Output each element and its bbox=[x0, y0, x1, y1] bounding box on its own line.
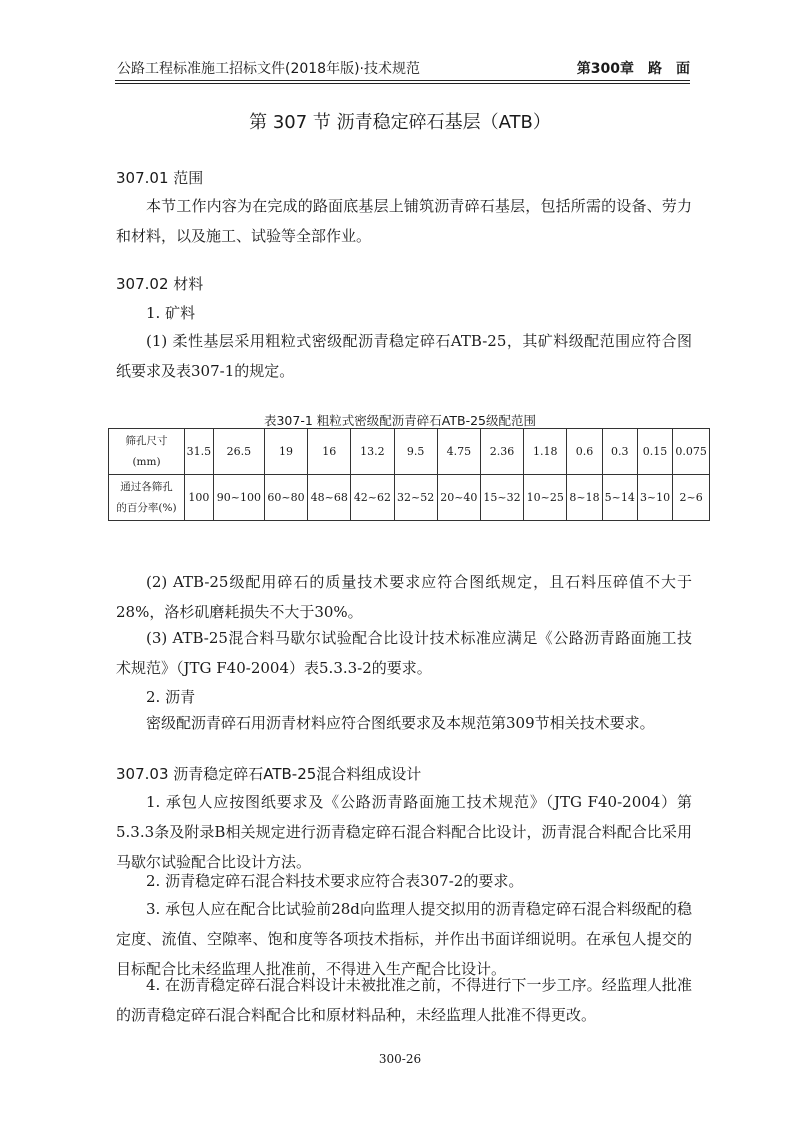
table-row-sieve-size bbox=[109, 429, 710, 475]
label-line: (mm) bbox=[132, 455, 161, 468]
label-line: 的百分率(%) bbox=[116, 501, 177, 514]
table-cell: 32~52 bbox=[394, 475, 437, 521]
header-rule-thin bbox=[115, 83, 690, 84]
paragraph-design-4: 4. 在沥青稳定碎石混合料设计未被批准之前，不得进行下一步工序。经监理人批准的沥青稳定碎石混合料配合比和原材料品种，未经监理人批准不得更改。 bbox=[116, 976, 692, 1024]
table-cell: 1.18 bbox=[524, 429, 567, 475]
heading-307-01: 307.01 范围 bbox=[116, 169, 204, 187]
table-cell: 2.36 bbox=[480, 429, 523, 475]
table-cell: 2~6 bbox=[673, 475, 710, 521]
paragraph-design-2: 2. 沥青稳定碎石混合料技术要求应符合表307-2的要求。 bbox=[146, 872, 524, 890]
item-mineral-aggregate: 1. 矿料 bbox=[146, 304, 196, 322]
header-document-title: 公路工程标准施工招标文件(2018年版)·技术规范 bbox=[117, 61, 421, 77]
paragraph-material-1: (1) 柔性基层采用粗粒式密级配沥青稳定碎石ATB-25，其矿料级配范围应符合图纸要求及表307-1的规定。 bbox=[116, 332, 692, 380]
table-cell: 20~40 bbox=[437, 475, 480, 521]
section-title: 第 307 节 沥青稳定碎石基层（ATB） bbox=[249, 112, 551, 133]
paragraph-material-2: (2) ATB-25级配用碎石的质量技术要求应符合图纸规定，且石料压碎值不大于28%，洛杉矶磨耗损失不大于30%。 bbox=[116, 573, 692, 621]
page-header bbox=[115, 56, 690, 82]
table-cell: 15~32 bbox=[480, 475, 523, 521]
paragraph-design-3: 3. 承包人应在配合比试验前28d向监理人提交拟用的沥青稳定碎石混合料级配的稳定度、流值、空隙率、饱和度等各项技术指标，并作出书面详细说明。在承包人提交的目标配合比未经监理人批准前，不得进入生产配合比设计。 bbox=[116, 900, 692, 978]
row-label-sieve bbox=[109, 429, 185, 475]
table-cell: 5~14 bbox=[602, 475, 637, 521]
heading-307-03: 307.03 沥青稳定碎石ATB-25混合料组成设计 bbox=[116, 765, 422, 783]
table-cell: 0.15 bbox=[637, 429, 672, 475]
table-cell: 0.075 bbox=[673, 429, 710, 475]
table-cell: 60~80 bbox=[264, 475, 307, 521]
table-cell: 13.2 bbox=[351, 429, 394, 475]
table-cell: 26.5 bbox=[213, 429, 264, 475]
item-asphalt: 2. 沥青 bbox=[146, 688, 196, 706]
table-cell: 0.6 bbox=[567, 429, 602, 475]
table-cell: 19 bbox=[264, 429, 307, 475]
table-row-passing-percent bbox=[109, 475, 710, 521]
table-cell: 42~62 bbox=[351, 475, 394, 521]
label-line: 筛孔尺寸 bbox=[125, 434, 168, 447]
table-cell: 9.5 bbox=[394, 429, 437, 475]
row-label-passing bbox=[109, 475, 185, 521]
paragraph-scope: 本节工作内容为在完成的路面底基层上铺筑沥青碎石基层，包括所需的设备、劳力和材料，以及施工、试验等全部作业。 bbox=[116, 197, 692, 245]
header-rule bbox=[115, 80, 690, 81]
table-cell: 100 bbox=[185, 475, 214, 521]
table-cell: 48~68 bbox=[308, 475, 351, 521]
table-cell: 8~18 bbox=[567, 475, 602, 521]
table-cell: 0.3 bbox=[602, 429, 637, 475]
gradation-table bbox=[108, 428, 710, 521]
paragraph-asphalt: 密级配沥青碎石用沥青材料应符合图纸要求及本规范第309节相关技术要求。 bbox=[146, 714, 655, 732]
table-cell: 16 bbox=[308, 429, 351, 475]
table-cell: 4.75 bbox=[437, 429, 480, 475]
heading-307-02: 307.02 材料 bbox=[116, 275, 204, 293]
paragraph-design-1: 1. 承包人应按图纸要求及《公路沥青路面施工技术规范》（JTG F40-2004）第5.3.3条及附录B相关规定进行沥青稳定碎石混合料配合比设计，沥青混合料配合比采用马歇尔试验配合比设计方法。 bbox=[116, 793, 692, 871]
page-number: 300-26 bbox=[378, 1052, 422, 1066]
label-line: 通过各筛孔 bbox=[120, 480, 173, 493]
header-chapter: 第300章 路 面 bbox=[576, 61, 690, 77]
table-caption: 表307-1 粗粒式密级配沥青碎石ATB-25级配范围 bbox=[263, 413, 536, 428]
table-cell: 90~100 bbox=[213, 475, 264, 521]
paragraph-material-3: (3) ATB-25混合料马歇尔试验配合比设计技术标准应满足《公路沥青路面施工技术规范》（JTG F40-2004）表5.3.3-2的要求。 bbox=[116, 629, 692, 677]
table-cell: 10~25 bbox=[524, 475, 567, 521]
table-cell: 31.5 bbox=[185, 429, 214, 475]
table-cell: 3~10 bbox=[637, 475, 672, 521]
